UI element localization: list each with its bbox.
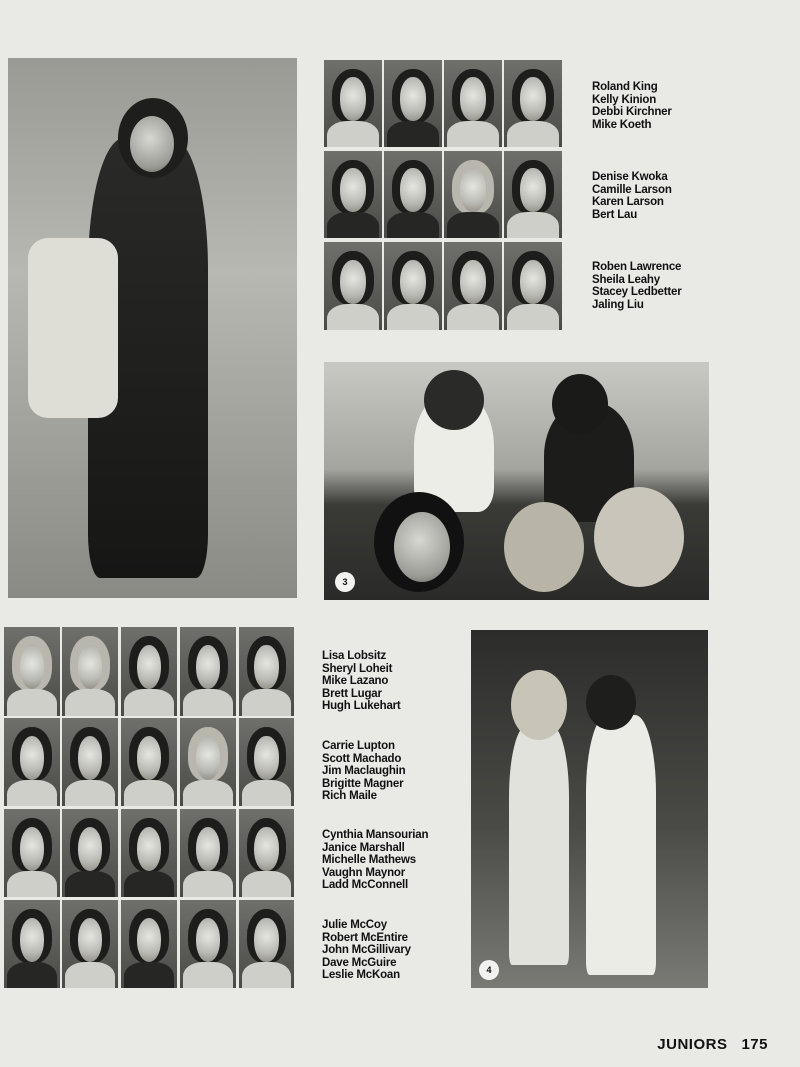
student-name: Sheila Leahy <box>592 273 660 286</box>
student-name: Michelle Mathews <box>322 854 416 866</box>
portrait-photo <box>121 809 177 897</box>
portrait-photo <box>4 718 60 806</box>
portrait-photo <box>239 718 294 806</box>
name-list <box>322 919 411 982</box>
student-name: Debbi Kirchner <box>592 106 672 118</box>
student-name: Sheryl Loheit <box>322 662 393 675</box>
portrait-photo <box>324 60 382 147</box>
student-name: Janice Marshall <box>322 841 405 854</box>
student-name: Roben Lawrence <box>592 261 682 273</box>
student-name: Lisa Lobsitz <box>322 650 387 662</box>
name-list <box>592 81 672 131</box>
student-name: Rich Maile <box>322 790 377 802</box>
portrait-photo <box>504 151 562 238</box>
student-name: Kelly Kinion <box>592 93 657 106</box>
name-list <box>592 171 672 221</box>
student-name: Brigitte Magner <box>322 777 404 790</box>
student-name: Scott Machado <box>322 752 402 765</box>
portrait-photo <box>504 242 562 330</box>
portrait-photo <box>180 627 236 716</box>
portrait-photo <box>180 718 236 806</box>
student-name: Denise Kwoka <box>592 171 668 183</box>
portrait-photo <box>62 900 118 988</box>
student-name: Mike Lazano <box>322 675 389 687</box>
portrait-photo <box>324 242 382 330</box>
student-name: Jim Maclaughin <box>322 765 406 777</box>
portrait-photo <box>384 60 442 147</box>
name-list <box>592 261 681 311</box>
page-footer <box>657 1036 768 1053</box>
student-name: Camille Larson <box>592 183 672 196</box>
student-name: Bert Lau <box>592 208 638 221</box>
student-name: John McGillivary <box>322 944 411 956</box>
student-name: Leslie McKoan <box>322 969 400 981</box>
portrait-photo <box>121 718 177 806</box>
portrait-grid-top <box>324 60 562 332</box>
name-list <box>322 829 428 892</box>
candid-photo-walking-student <box>8 58 297 598</box>
portrait-photo <box>121 900 177 988</box>
student-name: Karen Larson <box>592 196 664 208</box>
portrait-photo <box>324 151 382 238</box>
portrait-photo <box>239 809 294 897</box>
portrait-photo <box>444 151 502 238</box>
student-name: Brett Lugar <box>322 687 382 700</box>
name-list <box>322 740 405 803</box>
name-list <box>322 650 401 713</box>
page-number: 175 <box>741 1036 768 1053</box>
photo-number-badge: 3 <box>335 572 355 592</box>
candid-photo-group <box>324 362 709 600</box>
portrait-photo <box>62 718 118 806</box>
portrait-photo <box>444 60 502 147</box>
portrait-photo <box>239 627 294 716</box>
student-name: Jaling Liu <box>592 298 644 311</box>
portrait-photo <box>444 242 502 330</box>
portrait-photo <box>121 627 177 716</box>
student-name: Ladd McConnell <box>322 879 409 891</box>
student-name: Cynthia Mansourian <box>322 829 429 841</box>
student-name: Mike Koeth <box>592 118 652 131</box>
candid-photo-hallway <box>471 630 708 988</box>
portrait-photo <box>62 809 118 897</box>
portrait-photo <box>4 900 60 988</box>
section-title: JUNIORS <box>657 1036 728 1053</box>
portrait-photo <box>239 900 294 988</box>
student-name: Carrie Lupton <box>322 740 395 752</box>
student-name: Dave McGuire <box>322 956 397 969</box>
portrait-grid-bottom <box>4 627 294 989</box>
portrait-photo <box>504 60 562 147</box>
student-name: Hugh Lukehart <box>322 700 401 712</box>
portrait-photo <box>4 809 60 897</box>
portrait-photo <box>62 627 118 716</box>
portrait-photo <box>384 151 442 238</box>
student-name: Robert McEntire <box>322 931 408 944</box>
student-name: Vaughn Maynor <box>322 866 406 879</box>
portrait-photo <box>180 809 236 897</box>
portrait-photo <box>4 627 60 716</box>
portrait-photo <box>180 900 236 988</box>
portrait-photo <box>384 242 442 330</box>
student-name: Julie McCoy <box>322 919 387 931</box>
student-name: Stacey Ledbetter <box>592 286 682 298</box>
student-name: Roland King <box>592 81 658 93</box>
photo-number-badge: 4 <box>479 960 499 980</box>
